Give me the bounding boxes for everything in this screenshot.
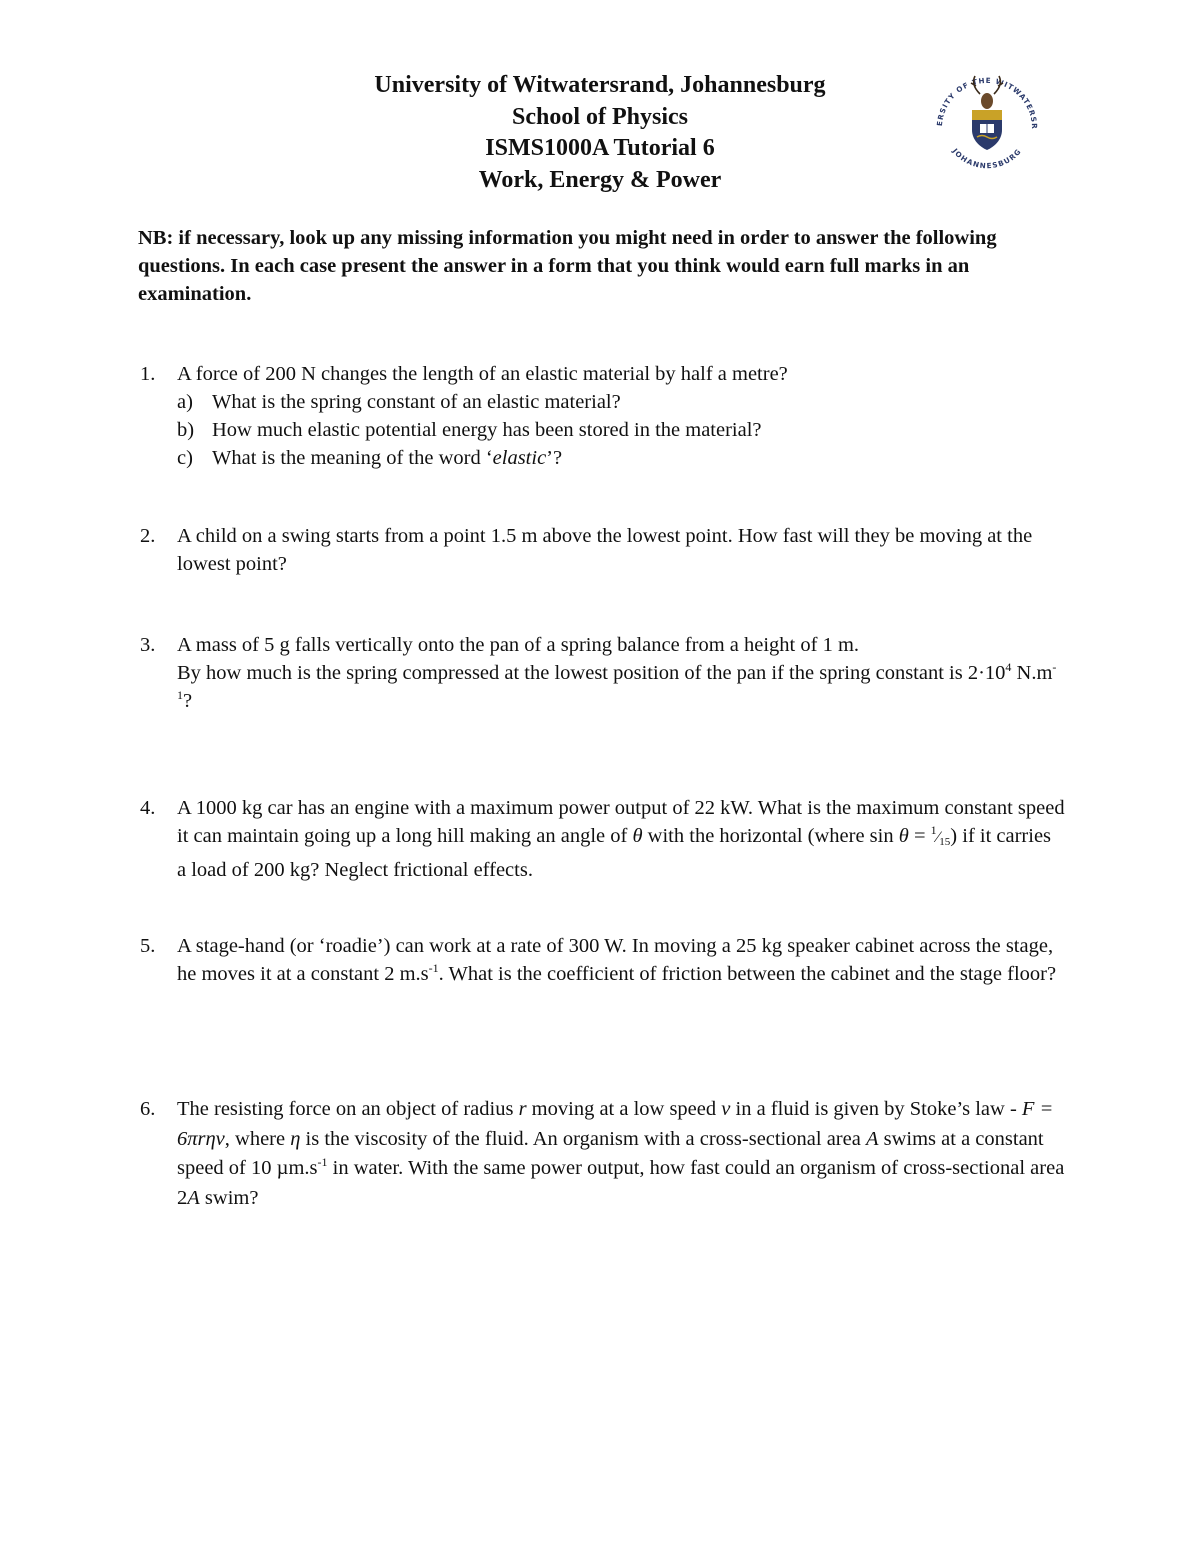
document-header xyxy=(300,70,900,196)
university-crest-logo xyxy=(928,64,1046,184)
superscript: -1 xyxy=(317,1155,328,1169)
text-segment: By how much is the spring compressed at the lowest position of the pan if the spring constant is 2·10 xyxy=(177,662,1006,684)
crest-arc-bottom-text: JOHANNESBURG xyxy=(950,146,1024,171)
question-text xyxy=(177,794,1065,884)
question-4 xyxy=(140,794,1065,884)
stokes-law-formula: F = 6πrηv xyxy=(177,1098,1054,1150)
question-1 xyxy=(140,360,1065,472)
crest-icon xyxy=(928,64,1046,184)
part-label: c) xyxy=(177,447,193,469)
question-6 xyxy=(140,1095,1065,1213)
text-segment: . What is the coefficient of friction between the cabinet and the stage floor? xyxy=(438,963,1057,985)
question-3 xyxy=(140,631,1065,715)
theta-symbol: θ xyxy=(898,825,909,847)
text-segment: in water. With the same power output, how fast could an organism of cross-sectional area 2 xyxy=(177,1157,1065,1209)
question-text-line1: A mass of 5 g falls vertically onto the pan of a spring balance from a height of 1 m. xyxy=(177,634,860,656)
question-text-line2 xyxy=(177,659,1065,715)
part-text: What is the spring constant of an elastic material? xyxy=(212,391,621,413)
variable-eta: η xyxy=(290,1127,301,1150)
variable-area: A xyxy=(865,1127,879,1150)
text-segment: ) if it carries a load of 200 kg? Neglect frictional effects. xyxy=(177,825,1052,881)
text-segment: is the viscosity of the fluid. An organism with a cross-sectional area xyxy=(300,1127,866,1150)
question-text: A force of 200 N changes the length of an elastic material by half a metre? xyxy=(177,363,788,385)
question-number: 2. xyxy=(140,525,156,547)
part-text-before: What is the meaning of the word ‘ xyxy=(212,447,493,469)
variable-v: v xyxy=(721,1098,731,1120)
superscript: -1 xyxy=(428,961,439,975)
emphasized-word: elastic xyxy=(492,447,547,469)
superscript: -1 xyxy=(177,660,1057,702)
superscript: 4 xyxy=(1005,660,1012,674)
part-text-after: ’? xyxy=(546,447,563,469)
question-part-a xyxy=(177,388,1065,416)
part-text xyxy=(212,444,1065,472)
fraction-denominator: 15 xyxy=(939,836,951,848)
part-text: How much elastic potential energy has been stored in the material? xyxy=(212,419,762,441)
university-name: University of Witwatersrand, Johannesburg xyxy=(374,72,826,98)
text-segment: swim? xyxy=(199,1186,259,1209)
question-number: 3. xyxy=(140,634,156,656)
text-segment: , where xyxy=(224,1127,291,1150)
question-part-c xyxy=(177,444,1065,472)
crest-arc-top-text: ERSITY OF THE WITWATERSR xyxy=(934,75,1040,130)
question-text: A child on a swing starts from a point 1.5 m above the lowest point. How fast will they be moving at the lowest point? xyxy=(177,525,1033,575)
question-number: 6. xyxy=(140,1098,156,1120)
question-text xyxy=(177,932,1065,988)
course-tutorial: ISMS1000A Tutorial 6 xyxy=(485,135,715,161)
text-segment: A 1000 kg car has an engine with a maximum power output of 22 kW. What is the maximum constant speed it can maintain going up a long hill making an angle of xyxy=(177,797,1065,847)
text-segment: A stage-hand (or ‘roadie’) can work at a rate of 300 W. In moving a 25 kg speaker cabinet across the stage, he moves it at a constant 2 m.s xyxy=(177,935,1054,985)
fraction: $^1⁄_{15}$ xyxy=(930,823,951,848)
variable-r: r xyxy=(518,1098,527,1120)
part-label: a) xyxy=(177,391,193,413)
text-segment: ? xyxy=(183,690,193,712)
text-segment: swims at a constant speed of 10 µm.s xyxy=(177,1127,1044,1179)
part-label: b) xyxy=(177,419,195,441)
text-segment: in a fluid is given by Stoke’s law - xyxy=(730,1098,1022,1120)
fraction-numerator: 1 xyxy=(930,823,937,837)
school-name: School of Physics xyxy=(511,103,688,130)
text-segment: moving at a low speed xyxy=(526,1098,722,1120)
text-segment: The resisting force on an object of radius xyxy=(177,1098,519,1120)
question-number: 4. xyxy=(140,797,156,819)
tutorial-topic: Work, Energy & Power xyxy=(478,166,722,193)
question-5 xyxy=(140,932,1065,988)
question-2 xyxy=(140,522,1065,578)
text-segment: N.m xyxy=(1011,662,1053,684)
equals-sign: = xyxy=(908,825,931,847)
text-segment: with the horizontal (where sin xyxy=(642,825,899,847)
variable-area: A xyxy=(187,1186,200,1209)
question-part-b xyxy=(177,416,1065,444)
question-text xyxy=(177,1095,1065,1213)
question-number: 1. xyxy=(140,363,156,385)
theta-symbol: θ xyxy=(632,825,643,847)
instructions-note: NB: if necessary, look up any missing information you might need in order to answer the following questions. In each case present the answer in a form that you think would earn full marks in an examination. xyxy=(138,227,997,305)
question-number: 5. xyxy=(140,935,156,957)
